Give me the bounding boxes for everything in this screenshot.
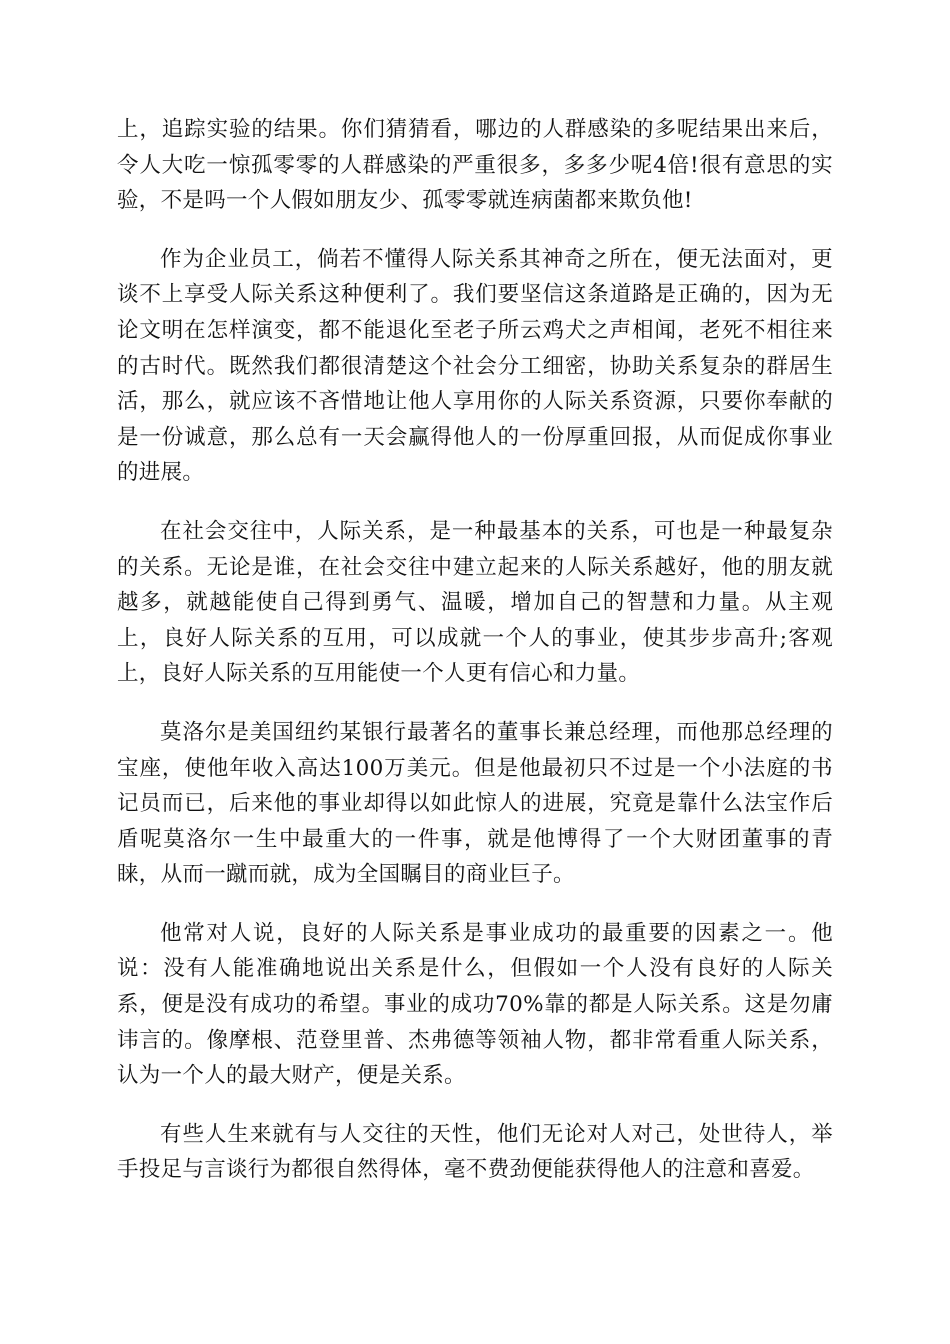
paragraph-continuation: 上，追踪实验的结果。你们猜猜看，哪边的人群感染的多呢结果出来后，令人大吃一惊孤零零的人群感染的严重很多，多多少呢4倍!很有意思的实验，不是吗一个人假如朋友少、孤零零就连病菌都来欺负他! bbox=[117, 117, 833, 214]
paragraph: 他常对人说，良好的人际关系是事业成功的最重要的因素之一。他说：没有人能准确地说出关系是什么，但假如一个人没有良好的人际关系，便是没有成功的希望。事业的成功70%靠的都是人际关系。这是勿庸讳言的。像摩根、范登里普、杰弗德等领袖人物，都非常看重人际关系，认为一个人的最大财产，便是关系。 bbox=[117, 920, 833, 1089]
paragraph: 有些人生来就有与人交往的天性，他们无论对人对己，处世待人，举手投足与言谈行为都很自然得体，毫不费劲便能获得他人的注意和喜爱。 bbox=[117, 1121, 833, 1183]
paragraph: 在社会交往中，人际关系，是一种最基本的关系，可也是一种最复杂的关系。无论是谁，在社会交往中建立起来的人际关系越好，他的朋友就越多，就越能使自己得到勇气、温暖，增加自己的智慧和力量。从主观上，良好人际关系的互用，可以成就一个人的事业，使其步步高升;客观上，良好人际关系的互用能使一个人更有信心和力量。 bbox=[117, 518, 833, 687]
paragraph: 作为企业员工，倘若不懂得人际关系其神奇之所在，便无法面对，更谈不上享受人际关系这种便利了。我们要坚信这条道路是正确的，因为无论文明在怎样演变，都不能退化至老子所云鸡犬之声相闻，老死不相往来的古时代。既然我们都很清楚这个社会分工细密，协助关系复杂的群居生活，那么，就应该不吝惜地让他人享用你的人际关系资源，只要你奉献的是一份诚意，那么总有一天会赢得他人的一份厚重回报，从而促成你事业的进展。 bbox=[117, 246, 833, 486]
paragraph: 莫洛尔是美国纽约某银行最著名的董事长兼总经理，而他那总经理的宝座，使他年收入高达100万美元。但是他最初只不过是一个小法庭的书记员而已，后来他的事业却得以如此惊人的进展，究竟是靠什么法宝作后盾呢莫洛尔一生中最重大的一件事，就是他博得了一个大财团董事的青睐，从而一蹴而就，成为全国瞩目的商业巨子。 bbox=[117, 719, 833, 888]
document-body bbox=[117, 112, 833, 1211]
